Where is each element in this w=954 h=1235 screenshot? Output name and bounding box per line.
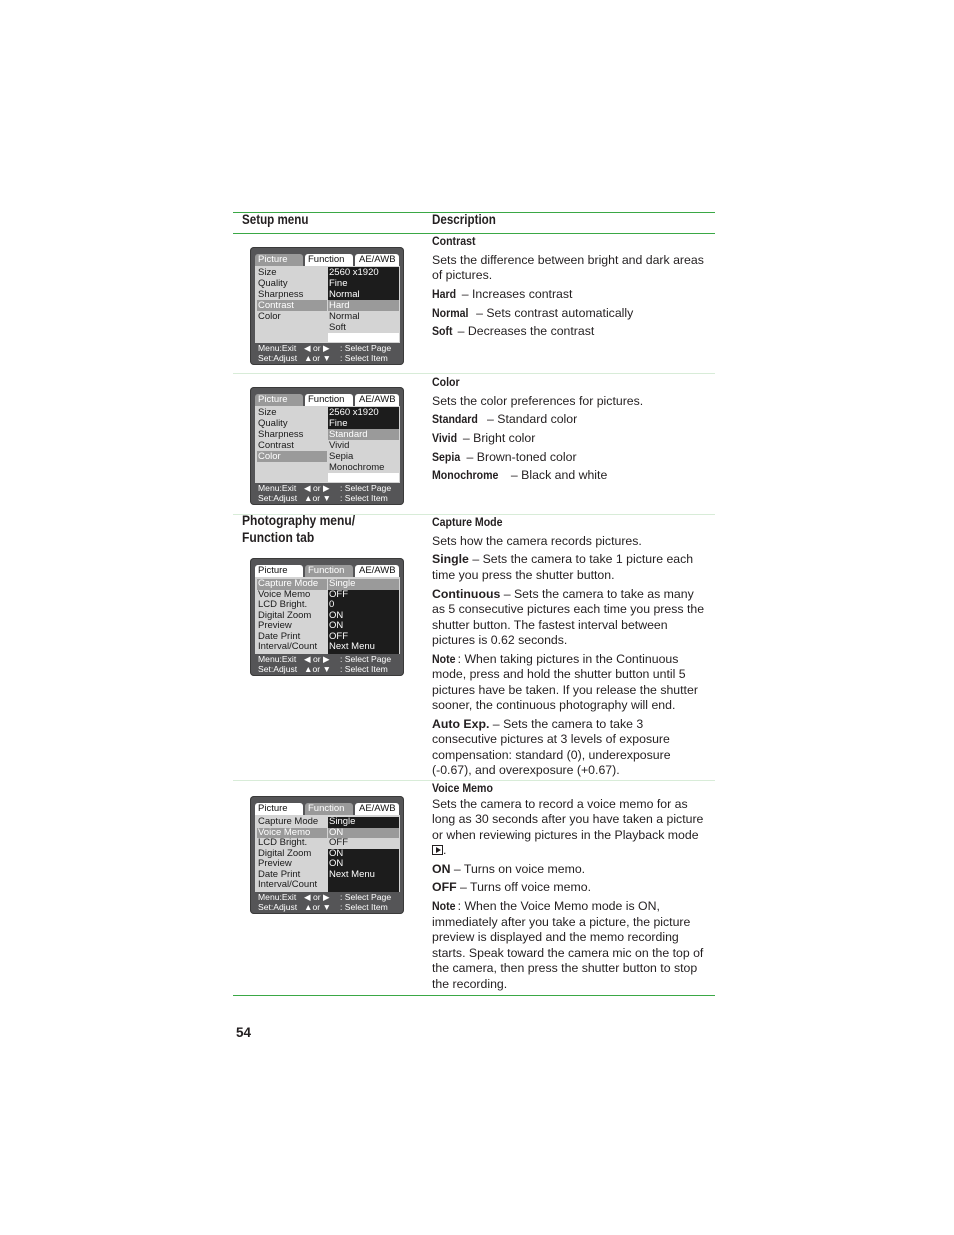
- screen-tab-picture: Picture: [255, 565, 303, 577]
- screen-option: OFF: [329, 588, 348, 600]
- playback-mode-icon: [432, 845, 443, 855]
- footer-select-page: : Select Page: [340, 654, 392, 664]
- screen-option: Fine: [328, 418, 399, 429]
- footer-set-adjust: Set:Adjust: [258, 663, 298, 674]
- screen-option: ON: [329, 858, 344, 869]
- off-description: – Turns off voice memo.: [456, 880, 592, 895]
- screen-row-selected: Voice Memo: [257, 828, 327, 839]
- auto-exp-description: – Sets the camera to take 3 consecutive pictures at 3 levels of exposure compensation: standard (0), underexposure (-0.67), and overexposure (+0.67).: [432, 716, 671, 778]
- contrast-title: Contrast: [432, 234, 476, 248]
- continuous-description: – Sets the camera to take as many as 5 consecutive pictures each time you press the shutter button. The fastest interval between pictures is 0.62 seconds.: [432, 586, 705, 648]
- footer-arrows-lr: ◀ or ▶: [304, 892, 330, 902]
- keyword-off: OFF: [432, 880, 457, 895]
- screen-option: Fine: [328, 278, 399, 289]
- page-number: 54: [236, 1025, 252, 1040]
- keyword-normal: Normal: [432, 305, 469, 320]
- screen-row: Size: [258, 267, 277, 278]
- screen-option: OFF: [328, 838, 399, 849]
- screen-option: 2560 x1920: [328, 267, 399, 278]
- screen-tab-aeawb: AE/AWB: [355, 803, 399, 815]
- keyword-note: Note: [432, 651, 456, 666]
- screen-option-selected: Hard: [328, 300, 399, 311]
- screen-option: ON: [329, 609, 344, 621]
- camera-screen-color: [250, 387, 404, 505]
- screen-row: Contrast: [258, 440, 294, 451]
- screen-row: Interval/Count: [258, 879, 318, 890]
- footer-arrows-lr: ◀ or ▶: [304, 343, 330, 353]
- row-divider: [233, 373, 715, 374]
- screen-option: Sepia: [328, 451, 399, 462]
- screen-row: Color: [258, 311, 281, 322]
- screen-row: Voice Memo: [258, 588, 311, 600]
- keyword-vivid: Vivid: [432, 431, 458, 446]
- description-voice-memo: [432, 781, 708, 995]
- screen-row: Size: [258, 407, 277, 418]
- section-label-photography-menu: [242, 512, 355, 546]
- keyword-on: ON: [432, 861, 451, 876]
- table-bottom-rule: [233, 995, 715, 996]
- keyword-note: Note: [432, 899, 456, 914]
- screen-option: Vivid: [328, 440, 399, 451]
- column-header-setup-menu: Setup menu: [242, 212, 309, 227]
- screen-option: OFF: [329, 630, 348, 642]
- screen-tab-picture: Picture: [255, 803, 303, 815]
- voice-note-text: : When the Voice Memo mode is ON, immediately after you take a picture, the picture preview is displayed and the memo recording starts. Speak toward the camera mic on the top of the camera, then press the shutter button to stop the recording.: [432, 899, 704, 991]
- footer-select-page: : Select Page: [340, 483, 392, 493]
- screen-row: Sharpness: [258, 429, 304, 440]
- voice-memo-intro-end: .: [443, 843, 447, 857]
- footer-menu-exit: Menu:Exit: [258, 343, 297, 353]
- screen-row: Quality: [258, 418, 288, 429]
- screen-row: Digital Zoom: [258, 609, 312, 621]
- screen-row: Sharpness: [258, 289, 304, 300]
- screen-row: Digital Zoom: [258, 847, 312, 859]
- screen-tab-function: Function: [305, 803, 353, 815]
- screen-option: Next Menu: [329, 868, 375, 880]
- hard-description: – Increases contrast: [458, 286, 573, 301]
- screen-tab-function: Function: [305, 565, 353, 577]
- standard-description: – Standard color: [483, 412, 578, 427]
- contrast-intro: Sets the difference between bright and dark areas of pictures.: [432, 252, 704, 283]
- screen-option-selected: ON: [328, 828, 399, 839]
- footer-arrows-ud: ▲or ▼: [304, 352, 332, 363]
- camera-screen-capture-mode: [250, 558, 404, 676]
- capture-note-text: : When taking pictures in the Continuous mode, press and hold the shutter button until 5 pictures have be taken. If you release the shutter sooner, the continuous photography will end.: [432, 651, 698, 713]
- keyword-hard: Hard: [432, 286, 457, 301]
- screen-row: Date Print: [258, 868, 301, 880]
- screen-tab-picture: Picture: [255, 394, 303, 406]
- footer-menu-exit: Menu:Exit: [258, 654, 297, 664]
- screen-tab-aeawb: AE/AWB: [355, 254, 399, 266]
- keyword-soft: Soft: [432, 324, 453, 339]
- normal-description: – Sets contrast automatically: [472, 305, 634, 320]
- footer-menu-exit: Menu:Exit: [258, 483, 297, 493]
- soft-description: – Decreases the contrast: [454, 324, 595, 339]
- voice-memo-title: Voice Memo: [432, 781, 493, 795]
- section-label-line1: Photography menu/: [242, 512, 356, 528]
- color-title: Color: [432, 375, 460, 389]
- footer-select-page: : Select Page: [340, 892, 392, 902]
- vivid-description: – Bright color: [459, 431, 536, 446]
- screen-row-selected: Contrast: [257, 300, 327, 311]
- screen-option: Normal: [328, 289, 399, 300]
- footer-select-item: : Select Item: [340, 492, 388, 503]
- section-label-line2: Function tab: [242, 529, 315, 545]
- screen-tab-picture: Picture: [255, 254, 303, 266]
- description-contrast: [432, 234, 708, 343]
- keyword-monochrome: Monochrome: [432, 468, 499, 483]
- footer-set-adjust: Set:Adjust: [258, 352, 298, 363]
- keyword-sepia: Sepia: [432, 449, 461, 464]
- screen-row: Capture Mode: [258, 816, 319, 827]
- screen-option-selected: Standard: [328, 429, 399, 440]
- camera-screen-voice-memo: [250, 796, 404, 914]
- screen-option: 2560 x1920: [328, 407, 399, 418]
- description-color: [432, 375, 708, 487]
- footer-menu-exit: Menu:Exit: [258, 892, 297, 902]
- keyword-auto-exp: Auto Exp.: [432, 716, 490, 731]
- footer-arrows-lr: ◀ or ▶: [304, 654, 330, 664]
- screen-tab-aeawb: AE/AWB: [355, 394, 399, 406]
- capture-mode-intro: Sets how the camera records pictures.: [432, 533, 642, 548]
- keyword-standard: Standard: [432, 412, 478, 427]
- screen-option: Monochrome: [328, 462, 399, 473]
- screen-option: Single: [329, 816, 356, 827]
- description-capture-mode: [432, 515, 708, 782]
- footer-arrows-ud: ▲or ▼: [304, 492, 332, 503]
- screen-option: ON: [329, 847, 344, 859]
- screen-option: Soft: [328, 322, 399, 333]
- screen-row: Interval/Count: [258, 641, 318, 652]
- screen-row-selected: Color: [257, 451, 327, 462]
- footer-arrows-lr: ◀ or ▶: [304, 483, 330, 493]
- sepia-description: – Brown-toned color: [463, 449, 577, 464]
- footer-select-page: : Select Page: [340, 343, 392, 353]
- footer-select-item: : Select Item: [340, 352, 388, 363]
- footer-set-adjust: Set:Adjust: [258, 492, 298, 503]
- screen-row: Preview: [258, 858, 292, 869]
- footer-select-item: : Select Item: [340, 901, 388, 912]
- column-header-description: Description: [432, 212, 496, 227]
- footer-set-adjust: Set:Adjust: [258, 901, 298, 912]
- screen-option-selected: Single: [328, 579, 399, 590]
- footer-arrows-ud: ▲or ▼: [304, 663, 332, 674]
- footer-arrows-ud: ▲or ▼: [304, 901, 332, 912]
- keyword-continuous: Continuous: [432, 586, 501, 601]
- voice-memo-intro: Sets the camera to record a voice memo for as long as 30 seconds after you have taken a picture or when reviewing pictures in the Playback mode: [432, 796, 704, 842]
- screen-option: Next Menu: [329, 641, 375, 652]
- screen-option: ON: [329, 620, 344, 631]
- screen-row: LCD Bright.: [258, 837, 308, 848]
- screen-tab-function: Function: [305, 254, 353, 266]
- keyword-single: Single: [432, 552, 469, 567]
- screen-row: Quality: [258, 278, 288, 289]
- monochrome-description: – Black and white: [507, 468, 608, 483]
- screen-tab-function: Function: [305, 394, 353, 406]
- screen-option: Normal: [328, 311, 399, 322]
- on-description: – Turns on voice memo.: [450, 861, 586, 876]
- screen-row: Date Print: [258, 630, 301, 642]
- single-description: – Sets the camera to take 1 picture each time you press the shutter button.: [432, 552, 694, 582]
- screen-row: Preview: [258, 620, 292, 631]
- screen-tab-aeawb: AE/AWB: [355, 565, 399, 577]
- camera-screen-contrast: [250, 247, 404, 365]
- footer-select-item: : Select Item: [340, 663, 388, 674]
- capture-mode-title: Capture Mode: [432, 515, 503, 529]
- color-intro: Sets the color preferences for pictures.: [432, 393, 644, 408]
- screen-row: LCD Bright.: [258, 599, 308, 610]
- screen-row-selected: Capture Mode: [257, 579, 327, 590]
- screen-option: 0: [329, 599, 335, 610]
